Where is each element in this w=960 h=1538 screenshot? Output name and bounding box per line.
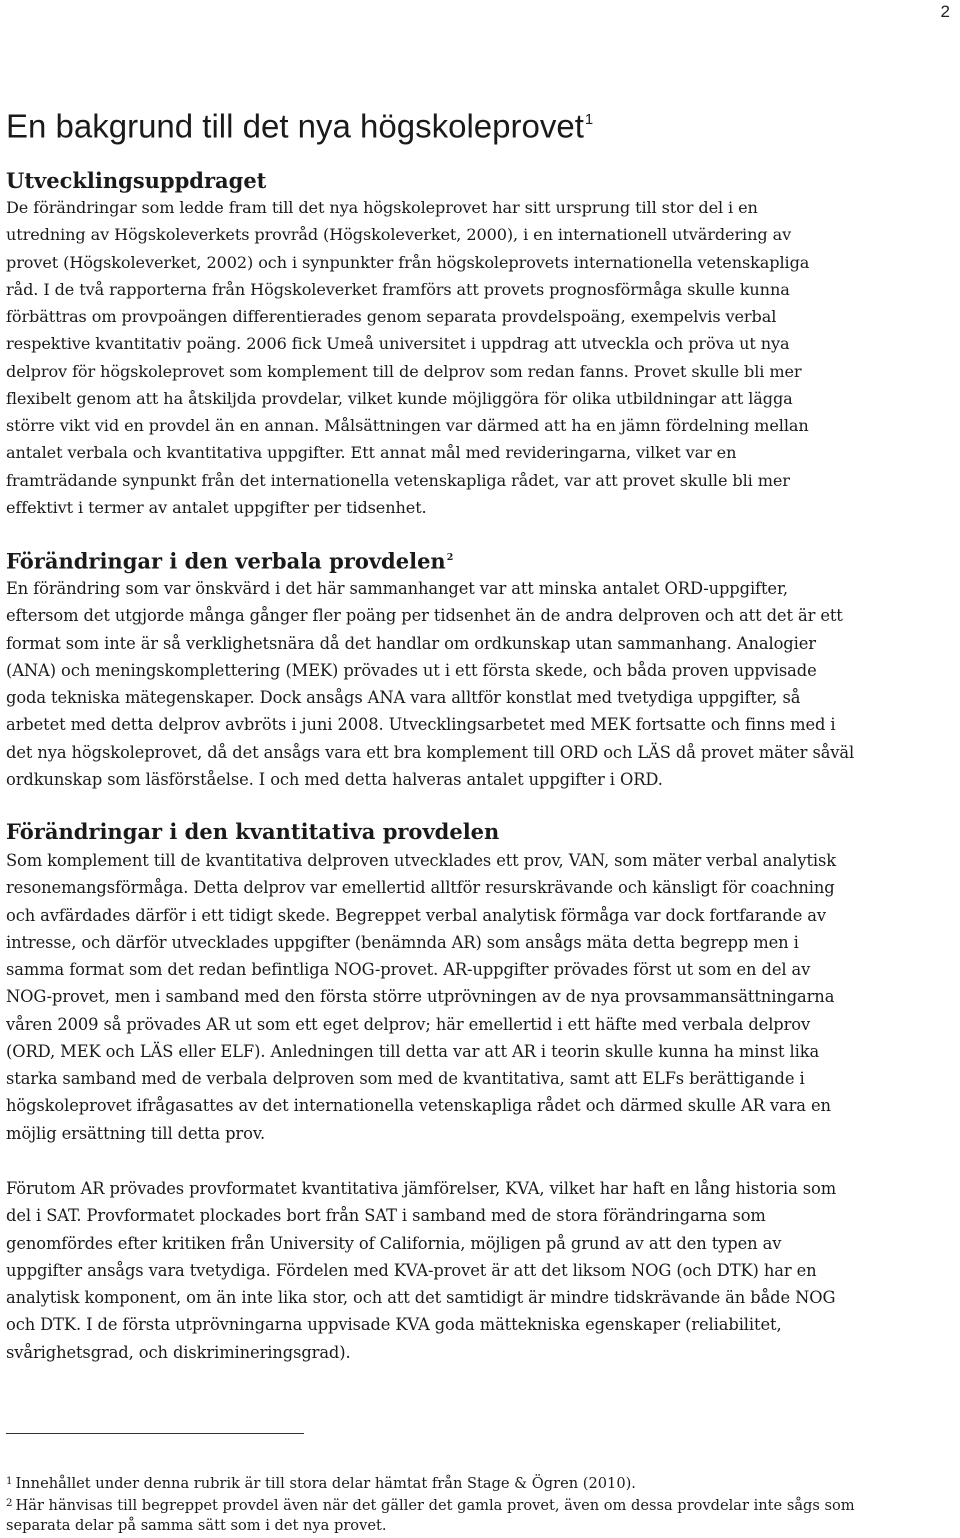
footnote-1 — [6, 1471, 960, 1493]
document-title-text: En bakgrund till det nya högskoleprovet — [6, 107, 584, 145]
text-line: delprov för högskoleprovet som komplement till de delprov som redan fanns. Provet skulle bli mer — [6, 361, 802, 381]
footnote-divider — [6, 1433, 304, 1434]
text-line: format som inte är så verklighetsnära då det handlar om ordkunskap utan sammanhang. Analogier — [6, 633, 816, 653]
text-line: samma format som det redan befintliga NOG-provet. AR-uppgifter prövades först ut som en del av — [6, 960, 811, 979]
paragraph-verbal — [6, 575, 960, 793]
footnote-2-continued — [6, 1515, 960, 1537]
text-line: ordkunskap som läsförståelse. I och med detta halveras antalet uppgifter i ORD. — [6, 769, 663, 789]
footnote-mark: 1 — [6, 1476, 13, 1487]
text-line: högskoleprovet ifrågasattes av det internationella vetenskapliga rådet och därmed skulle AR vara en — [6, 1096, 831, 1116]
footnote-mark: 2 — [6, 1498, 13, 1509]
text-line: del i SAT. Provformatet plockades bort från SAT i samband med de stora förändringarna som — [6, 1206, 766, 1226]
text-line: möjlig ersättning till detta prov. — [6, 1123, 266, 1143]
footnote-text: Här hänvisas till begreppet provdel även när det gäller det gamla provet, även om dessa provdelar inte sågs som — [15, 1497, 855, 1515]
text-line: och avfärdades därför i ett tidigt skede. Begreppet verbal analytisk förmåga var dock fortfarande av — [6, 905, 827, 925]
text-line: uppgifter ansågs vara tvetydiga. Fördelen med KVA-provet är att det liksom NOG (och DTK) har en — [6, 1260, 817, 1280]
text-line: antalet verbala och kvantitativa uppgifter. Ett annat mål med revideringarna, vilket var en — [6, 443, 737, 463]
text-line: Som komplement till de kvantitativa delproven utvecklades ett prov, VAN, som mäter verbal analytisk — [6, 851, 837, 870]
text-line: (ORD, MEK och LÄS eller ELF). Anledningen till detta var att AR i teorin skulle kunna ha minst lika — [6, 1041, 820, 1061]
text-line: goda tekniska mätegenskaper. Dock ansågs ANA vara alltför konstlat med tvetydiga uppgifter, så — [6, 688, 801, 707]
text-line: effektivt i termer av antalet uppgifter per tidsenhet. — [6, 497, 427, 517]
text-line: genomfördes efter kritiken från University of California, möjligen på grund av att den typen av — [6, 1233, 782, 1253]
footnote-ref-2: 2 — [446, 552, 454, 563]
text-line: arbetet med detta delprov avbröts i juni 2008. Utvecklingsarbetet med MEK fortsatte och finns med i — [6, 715, 836, 735]
paragraph-kvantitativ — [6, 847, 960, 1147]
text-line: respektive kvantitativ poäng. 2006 fick Umeå universitet i uppdrag att utveckla och pröva ut nya — [6, 334, 790, 354]
footnote-2 — [6, 1493, 960, 1515]
text-line: svårighetsgrad, och diskrimineringsgrad). — [6, 1342, 351, 1362]
text-line: det nya högskoleprovet, då det ansågs vara ett bra komplement till ORD och LÄS då provet mäter såväl — [6, 742, 855, 762]
footnote-text: separata delar på samma sätt som i det nya provet. — [6, 1517, 387, 1534]
text-line: Förutom AR prövades provformatet kvantitativa jämförelser, KVA, vilket har haft en lång historia som — [6, 1179, 837, 1198]
text-line: framträdande synpunkt från det internationella vetenskapliga rådet, var att provet skulle bli mer — [6, 470, 790, 490]
text-line: En förändring som var önskvärd i det här sammanhanget var att minska antalet ORD-uppgifter, — [6, 579, 788, 598]
text-line: eftersom det utgjorde många gånger fler poäng per tidsenhet än de andra delproven och att det är ett — [6, 606, 843, 626]
footnote-ref-1: 1 — [584, 112, 594, 128]
footnote-text: Innehållet under denna rubrik är till stora delar hämtat från Stage & Ögren (2010). — [15, 1475, 636, 1493]
footnotes — [6, 1471, 960, 1537]
document-title — [6, 100, 593, 146]
text-line: analytisk komponent, om än inte lika stor, och att det samtidigt är mindre tidskrävande än både NOG — [6, 1288, 836, 1307]
text-line: utredning av Högskoleverkets provråd (Högskoleverket, 2000), i en internationell utvärdering av — [6, 225, 792, 245]
text-line: starka samband med de verbala delproven som med de kvantitativa, samt att ELFs berättigande i — [6, 1069, 805, 1088]
text-line: större vikt vid en provdel än en annan. Målsättningen var därmed att ha en jämn fördelning mellan — [6, 416, 809, 435]
text-line: och DTK. I de första utprövningarna uppvisade KVA goda mättekniska egenskaper (reliabilitet, — [6, 1315, 782, 1335]
text-line: flexibelt genom att ha åtskiljda provdelar, vilket kunde möjliggöra för olika utbildningar att lägga — [6, 388, 793, 408]
section-heading-verbal-text: Förändringar i den verbala provdelen — [6, 548, 446, 574]
paragraph-kva — [6, 1175, 960, 1366]
section-heading-utvecklingsuppdraget: Utvecklingsuppdraget — [6, 168, 267, 193]
section-heading-kvantitativ: Förändringar i den kvantitativa provdelen — [6, 819, 500, 844]
text-line: (ANA) och meningskomplettering (MEK) prövades ut i ett första skede, och båda proven uppvisade — [6, 660, 817, 680]
text-line: provet (Högskoleverket, 2002) och i synpunkter från högskoleprovets internationella vetenskapliga — [6, 252, 810, 272]
text-line: förbättras om provpoängen differentierades genom separata provdelspoäng, exempelvis verbal — [6, 307, 777, 326]
text-line: NOG-provet, men i samband med den första större utprövningen av de nya provsammansättningarna — [6, 987, 835, 1007]
text-line: intresse, och därför utvecklades uppgifter (benämnda AR) som ansågs mäta detta begrepp men i — [6, 932, 799, 952]
text-line: våren 2009 så prövades AR ut som ett eget delprov; här emellertid i ett häfte med verbala delprov — [6, 1014, 811, 1034]
paragraph-utvecklingsuppdraget — [6, 194, 960, 521]
section-heading-verbal — [6, 544, 453, 576]
page-number: 2 — [940, 2, 950, 21]
text-line: De förändringar som ledde fram till det nya högskoleprovet har sitt ursprung till stor del i en — [6, 198, 758, 217]
text-line: råd. I de två rapporterna från Högskoleverket framförs att provets prognosförmåga skulle kunna — [6, 279, 790, 299]
text-line: resonemangsförmåga. Detta delprov var emellertid alltför resurskrävande och känsligt för coachning — [6, 878, 835, 898]
